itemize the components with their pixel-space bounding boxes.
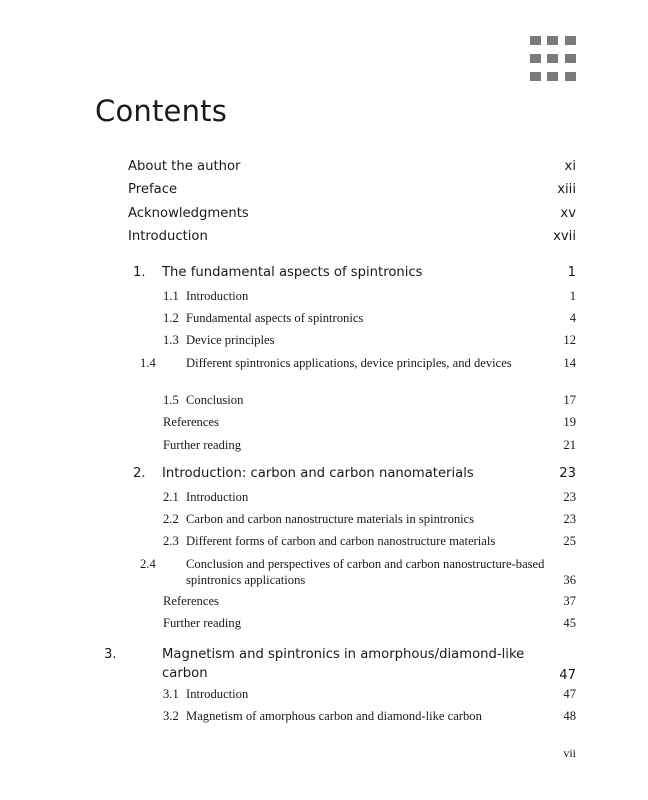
toc-entry-label: Introduction [128, 229, 208, 244]
page-number: vii [563, 746, 576, 760]
section-title: Fundamental aspects of spintronics [186, 311, 364, 325]
section-page: 45 [563, 616, 576, 630]
chapter-title: Magnetism and spintronics in amorphous/diamond-like carbon [162, 647, 525, 681]
section-title: Introduction [186, 289, 249, 303]
section-entry[interactable] [163, 393, 576, 408]
section-number: 2.4 [140, 557, 156, 571]
section-title: Further reading [163, 616, 241, 630]
section-page: 48 [563, 709, 576, 723]
section-title: Carbon and carbon nanostructure materials in spintronics [186, 512, 475, 526]
section-entry[interactable] [163, 687, 576, 702]
section-title: Further reading [163, 438, 241, 452]
chapter-page: 47 [559, 668, 576, 683]
section-entry[interactable] [163, 289, 576, 304]
chapter-title: Introduction: carbon and carbon nanomaterials [162, 466, 474, 481]
toc-entry-page: xi [564, 159, 576, 174]
section-page: 23 [563, 490, 576, 504]
section-page: 36 [563, 573, 576, 587]
section-title: Different spintronics applications, device principles, and devices [186, 356, 512, 370]
section-number: 3.1 [163, 687, 179, 701]
section-number: 2.2 [163, 512, 179, 526]
chapter-page: 23 [559, 466, 576, 481]
toc-entry-page: xiii [557, 182, 576, 197]
section-page: 23 [563, 512, 576, 526]
section-title: Introduction [186, 490, 249, 504]
section-title: Conclusion [186, 393, 244, 407]
toc-entry-label: Acknowledgments [128, 206, 249, 221]
section-page: 1 [569, 289, 576, 303]
toc-entry-about-author[interactable] [128, 159, 576, 174]
toc-entry-preface[interactable] [128, 182, 576, 197]
chapter-entry-1[interactable] [133, 265, 576, 280]
page-title: Contents [95, 94, 228, 128]
section-entry[interactable] [163, 333, 576, 348]
section-entry[interactable] [163, 709, 576, 724]
section-page: 25 [563, 534, 576, 548]
section-entry-references[interactable] [163, 415, 576, 430]
section-title: Magnetism of amorphous carbon and diamond-like carbon [186, 709, 482, 723]
section-title: References [163, 415, 219, 429]
section-page: 21 [563, 438, 576, 452]
chapter-number: 3. [104, 647, 117, 662]
section-entry-further-reading[interactable] [163, 438, 576, 453]
section-page: 12 [563, 333, 576, 347]
section-entry[interactable] [163, 534, 576, 549]
chapter-title: The fundamental aspects of spintronics [162, 265, 423, 280]
section-title: Conclusion and perspectives of carbon and carbon nanostructure-based spintronics applications [186, 557, 545, 587]
section-number: 1.3 [163, 333, 179, 347]
section-entry-references[interactable] [163, 594, 576, 609]
section-page: 19 [563, 415, 576, 429]
chapter-entry-3[interactable] [104, 645, 576, 683]
toc-entry-acknowledgments[interactable] [128, 206, 576, 221]
section-number: 3.2 [163, 709, 179, 723]
section-title: Device principles [186, 333, 275, 347]
section-number: 1.1 [163, 289, 179, 303]
section-entry[interactable] [163, 512, 576, 527]
chapter-number: 2. [133, 466, 146, 481]
section-page: 14 [563, 356, 576, 370]
publisher-logo [530, 36, 576, 82]
section-entry[interactable] [163, 311, 576, 326]
section-title: Different forms of carbon and carbon nanostructure materials [186, 534, 496, 548]
section-entry-further-reading[interactable] [163, 616, 576, 631]
section-number: 1.5 [163, 393, 179, 407]
toc-entry-introduction[interactable] [128, 229, 576, 244]
chapter-entry-2[interactable] [133, 466, 576, 481]
section-title: References [163, 594, 219, 608]
section-entry[interactable] [140, 556, 576, 588]
section-entry[interactable] [163, 490, 576, 505]
section-number: 2.3 [163, 534, 179, 548]
section-page: 37 [563, 594, 576, 608]
section-number: 1.4 [140, 356, 156, 370]
toc-entry-label: Preface [128, 182, 178, 197]
toc-entry-page: xv [560, 206, 576, 221]
toc-entry-page: xvii [553, 229, 576, 244]
toc-entry-label: About the author [128, 159, 241, 174]
section-page: 4 [569, 311, 576, 325]
section-entry[interactable] [140, 355, 576, 371]
section-page: 17 [563, 393, 576, 407]
section-number: 2.1 [163, 490, 179, 504]
section-title: Introduction [186, 687, 249, 701]
chapter-number: 1. [133, 265, 146, 280]
section-page: 47 [563, 687, 576, 701]
chapter-page: 1 [567, 265, 576, 280]
section-number: 1.2 [163, 311, 179, 325]
